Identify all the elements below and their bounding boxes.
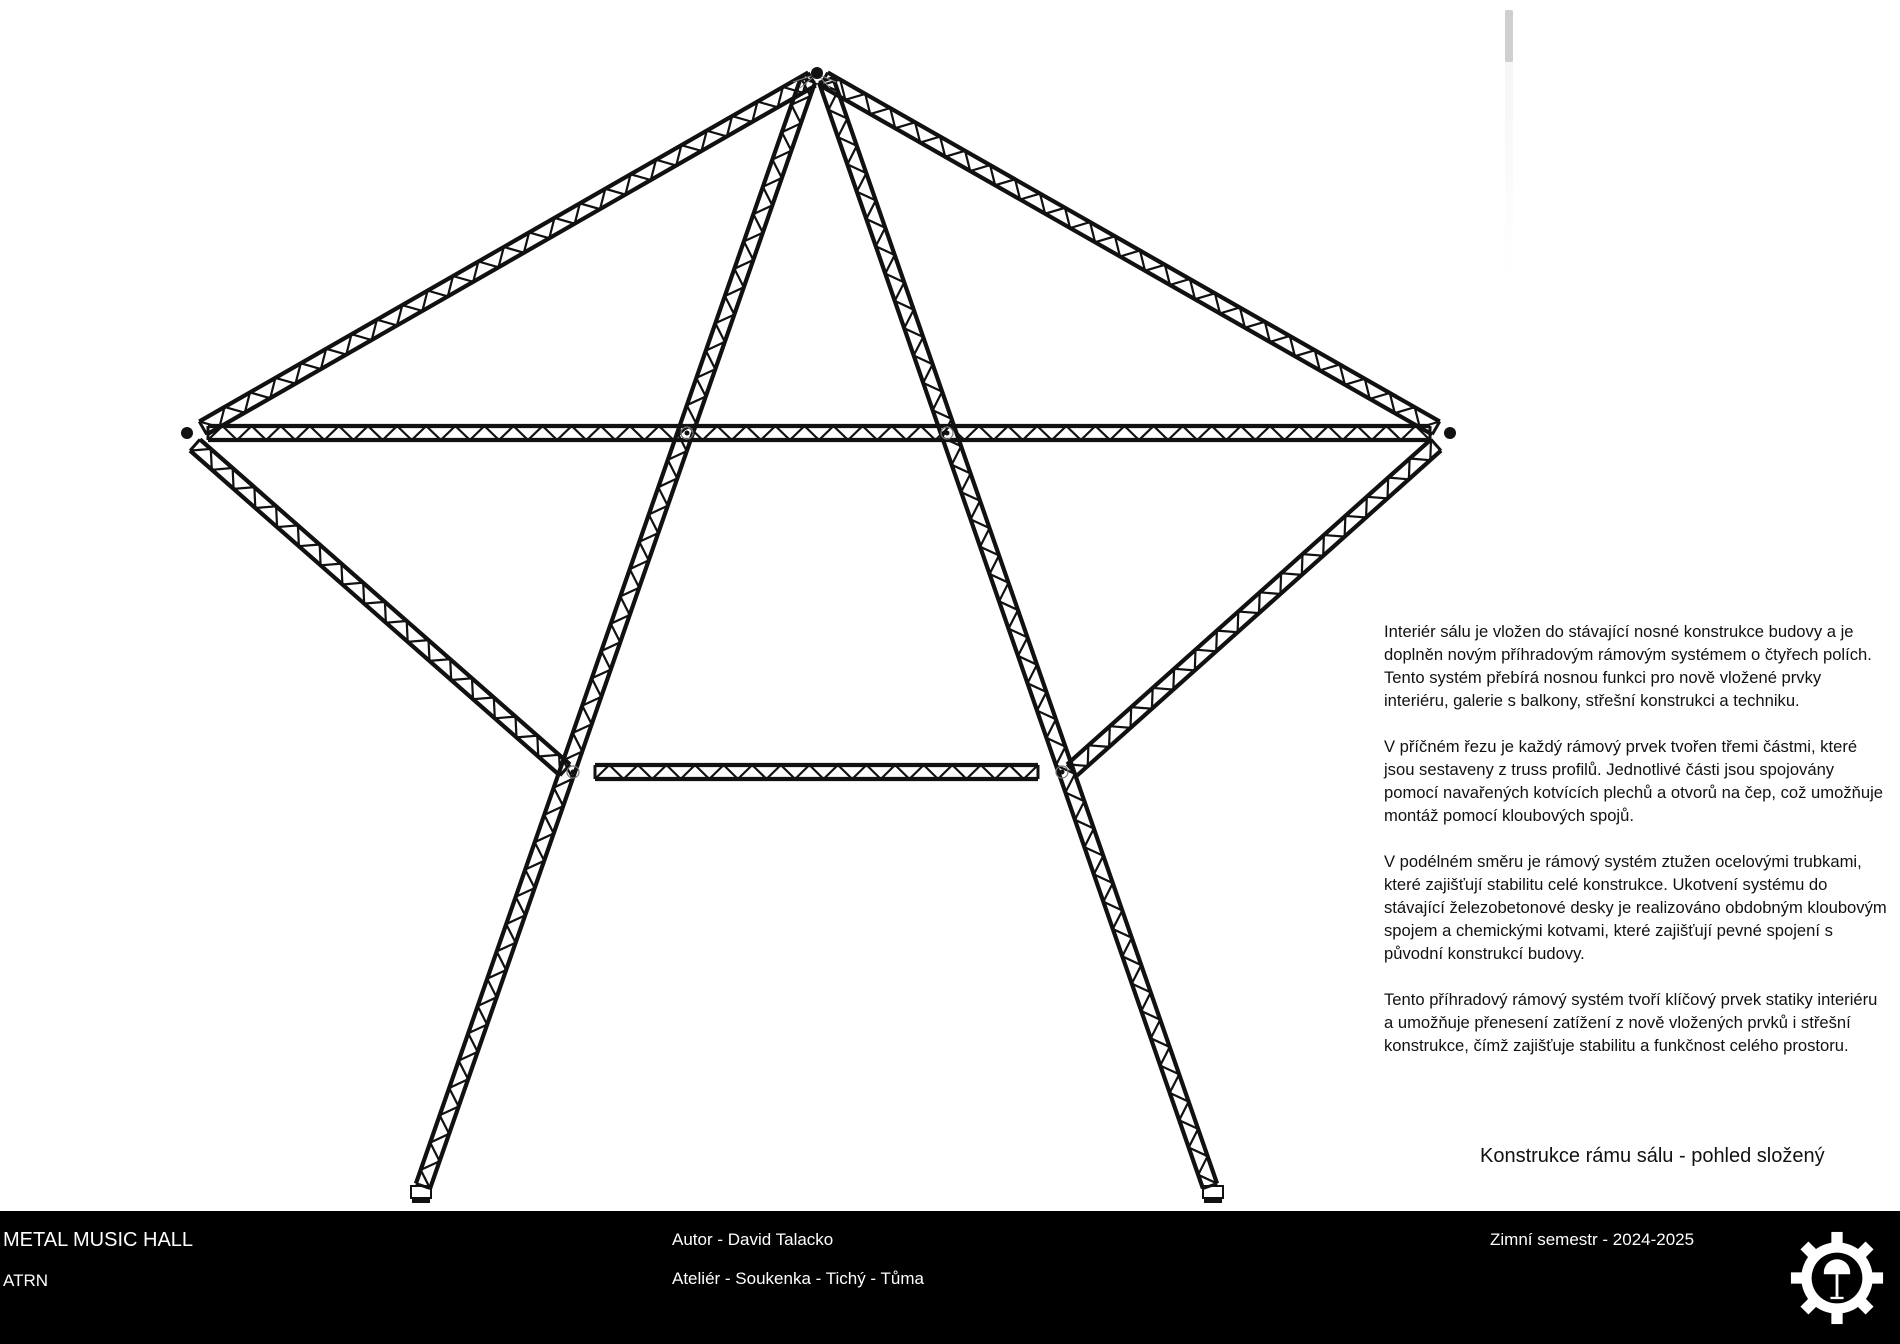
description-paragraph-1: Interiér sálu je vložen do stávající nosné konstrukce budovy a je doplněn novým příhradovým rámovým systémem o čtyřech polích. Tento systém přebírá nosnou funkci pro nově vložené prvky interiéru, galerie s balkony, střešní konstrukci a techniku. <box>1384 622 1872 710</box>
description-text <box>1384 620 1890 1080</box>
description-paragraph-4: Tento příhradový rámový systém tvoří klíčový prvek statiky interiéru a umožňuje přenesení zatížení z nově vložených prvků i střešní konstrukce, čímž zajišťuje stabilitu a funkčnost celého prostoru. <box>1384 990 1878 1055</box>
right-node <box>1444 427 1456 439</box>
author-label: Autor - David Talacko <box>672 1230 834 1249</box>
project-title: METAL MUSIC HALL <box>3 1229 194 1251</box>
description-paragraph-3: V podélném směru je rámový systém ztužen ocelovými trubkami, které zajišťují stabilitu celé konstrukce. Ukotvení systému do stávající železobetonové desky je realizováno obdobným kloubovým spojem a chemickými kotvami, které zajišťují pevné spojení s původní konstrukcí budovy. <box>1384 852 1887 963</box>
description-paragraph-2: V příčném řezu je každý rámový prvek tvořen třemi částmi, které jsou sestaveny z truss profilů. Jednotlivé části jsou spojovány pomocí navařených kotvících plechů a otvorů na čep, což umožňuje montáž pomocí kloubových spojů. <box>1384 737 1884 825</box>
left-node <box>181 427 193 439</box>
truss-leg-left <box>416 78 815 1189</box>
project-code: ATRN <box>3 1271 49 1290</box>
truss-upper-right <box>820 72 1439 434</box>
truss-leg-right <box>819 78 1217 1189</box>
apex-node <box>811 67 823 79</box>
gear-lamp-icon <box>1790 1231 1884 1325</box>
semester-label: Zimní semestr - 2024-2025 <box>1490 1230 1695 1249</box>
studio-label: Ateliér - Soukenka - Tichý - Tůma <box>672 1269 924 1288</box>
truss-horizontal-tie <box>208 426 1430 440</box>
truss-upper-left <box>199 72 815 434</box>
footer-bar <box>0 1211 1900 1344</box>
drawing-caption: Konstrukce rámu sálu - pohled složený <box>1480 1145 1825 1167</box>
truss-lower-left <box>190 439 570 775</box>
truss-bottom-tie <box>595 765 1038 779</box>
